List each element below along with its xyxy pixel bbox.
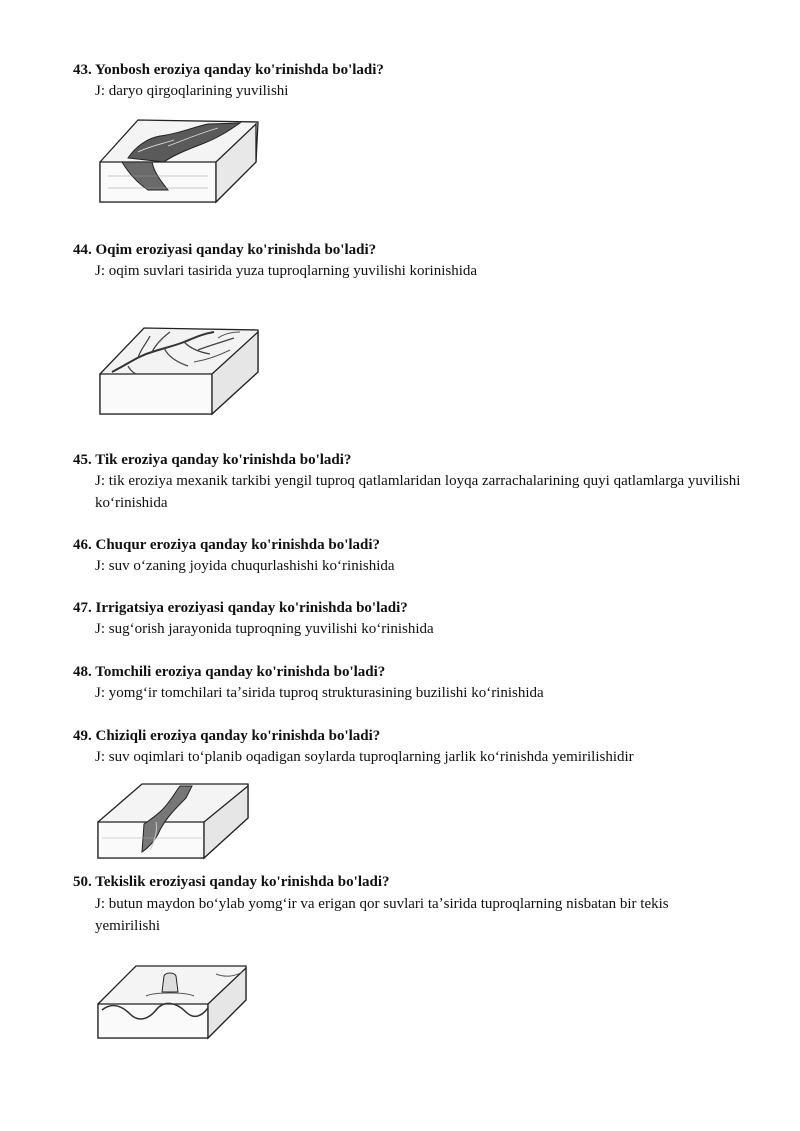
side-erosion-illustration [98, 116, 260, 208]
sheet-erosion-illustration [96, 962, 248, 1042]
question-50-title: 50. Tekislik eroziyasi qanday ko'rinishda bo'ladi? [73, 874, 390, 890]
question-48-title: 48. Tomchili eroziya qanday ko'rinishda bo'ladi? [73, 664, 386, 680]
question-45-answer: J: tik eroziya mexanik tarkibi yengil tuproq qatlamlaridan loyqa zarrachalarining quyi qatlamlarga yuvilishi koʻrinishida [95, 473, 741, 511]
linear-erosion-illustration [96, 782, 250, 862]
question-46-title: 46. Chuqur eroziya qanday ko'rinishda bo'ladi? [73, 537, 381, 553]
question-49-answer: J: suv oqimlari toʻplanib oqadigan soylarda tuproqlarning jarlik koʻrinishda yemirilishidir [95, 749, 634, 765]
question-48-answer: J: yomgʻir tomchilari taʼsirida tuproq strukturasining buzilishi koʻrinishida [95, 685, 544, 701]
question-44-answer: J: oqim suvlari tasirida yuza tuproqlarning yuvilishi korinishida [95, 263, 478, 279]
question-44-title: 44. Oqim eroziyasi qanday ko'rinishda bo'ladi? [73, 242, 377, 258]
flow-erosion-illustration [98, 324, 260, 418]
question-43-title: 43. Yonbosh eroziya qanday ko'rinishda bo'ladi? [73, 62, 384, 78]
question-47-answer: J: sugʻorish jarayonida tuproqning yuvilishi koʻrinishida [95, 621, 434, 637]
question-43-answer: J: daryo qirgoqlarining yuvilishi [95, 83, 289, 99]
question-50-answer: J: butun maydon boʻylab yomgʻir va erigan qor suvlari taʼsirida tuproqlarning nisbatan bir tekis yemirilishi [95, 896, 669, 934]
question-46-answer: J: suv oʻzaning joyida chuqurlashishi koʻrinishida [95, 558, 395, 574]
question-47-title: 47. Irrigatsiya eroziyasi qanday ko'rinishda bo'ladi? [73, 600, 408, 616]
question-45-title: 45. Tik eroziya qanday ko'rinishda bo'ladi? [73, 452, 352, 468]
question-49-title: 49. Chiziqli eroziya qanday ko'rinishda bo'ladi? [73, 728, 381, 744]
